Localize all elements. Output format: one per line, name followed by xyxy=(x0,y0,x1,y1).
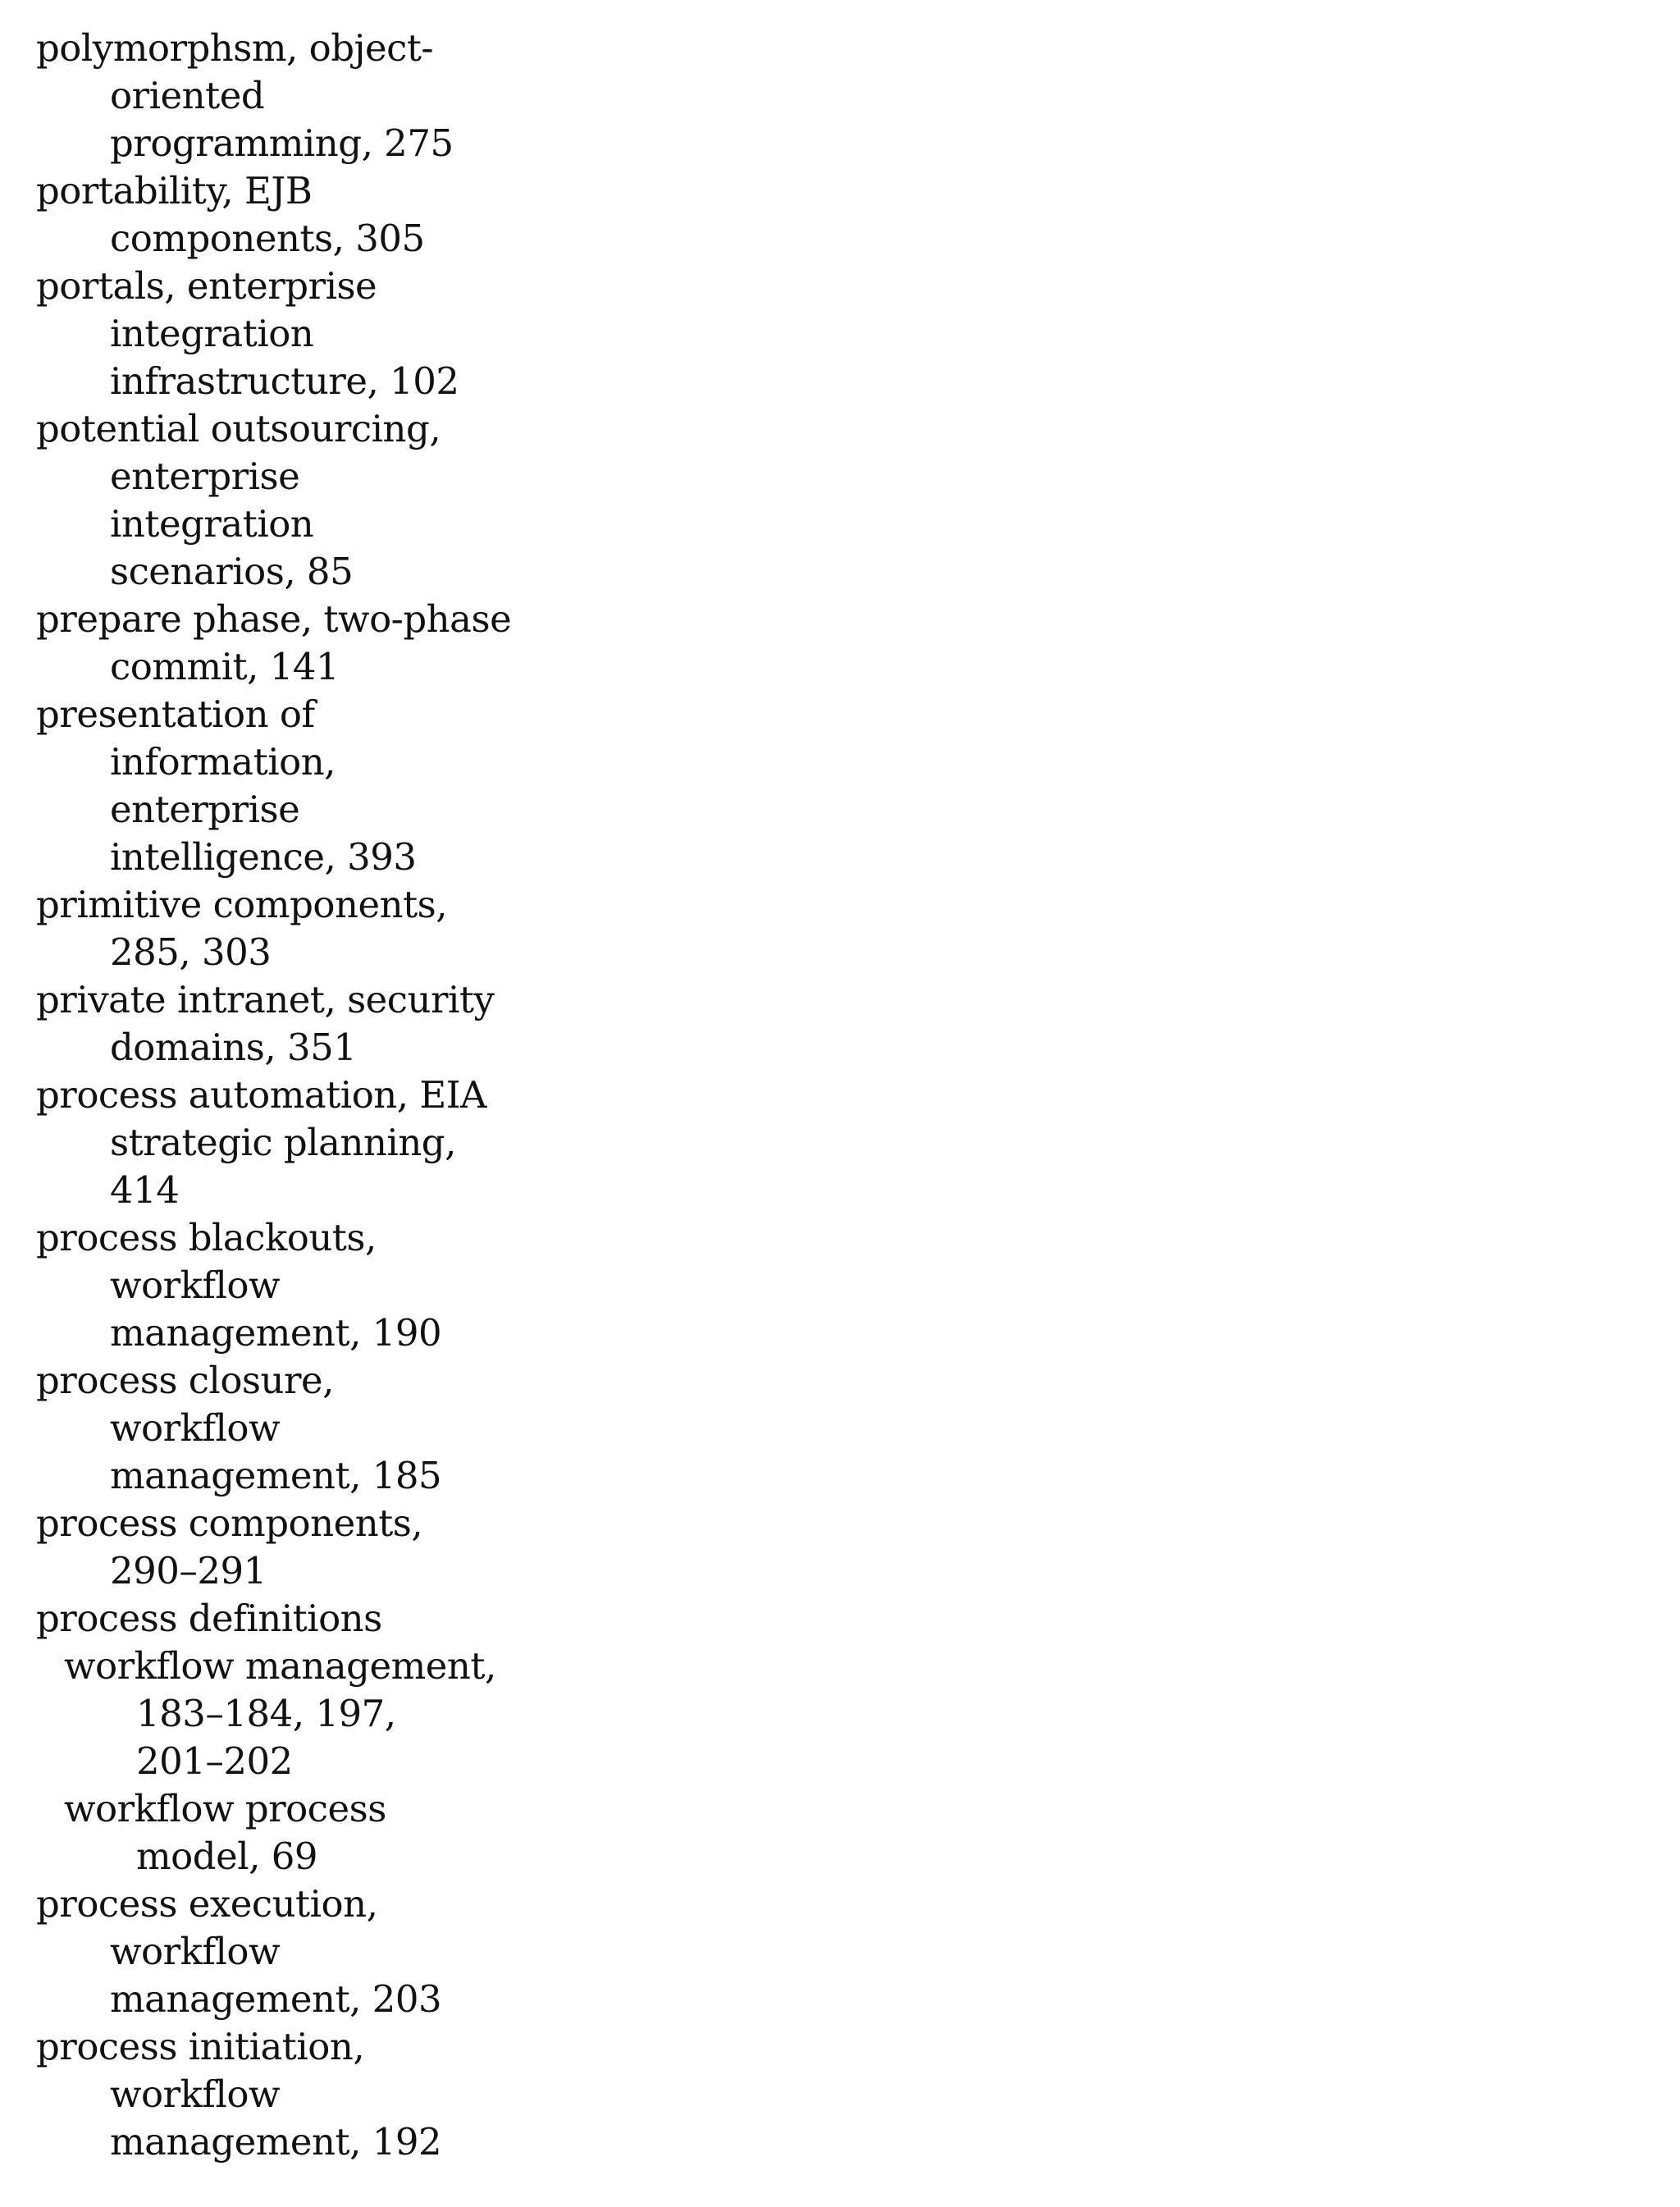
index-entry-continuation: 290–291 xyxy=(110,1549,267,1592)
index-entry: portals, enterprise xyxy=(36,264,377,308)
index-subentry: workflow process xyxy=(64,1787,386,1830)
index-entry: process definitions xyxy=(36,1597,382,1640)
index-entry-continuation: workflow xyxy=(110,1263,281,1307)
index-entry: process automation, EIA xyxy=(36,1073,487,1117)
index-entry-continuation: integration xyxy=(110,312,314,355)
index-entry: private intranet, security xyxy=(36,978,495,1021)
index-entry-continuation: enterprise xyxy=(110,788,300,831)
index-entry-continuation: 285, 303 xyxy=(110,930,272,974)
index-subentry-continuation: 201–202 xyxy=(136,1739,293,1783)
index-entry: polymorphsm, object- xyxy=(36,26,434,70)
index-entry-continuation: 414 xyxy=(110,1168,180,1212)
index-entry-continuation: oriented xyxy=(110,74,265,117)
index-entry-continuation: domains, 351 xyxy=(110,1026,357,1069)
index-entry-continuation: intelligence, 393 xyxy=(110,835,417,879)
index-entry-continuation: scenarios, 85 xyxy=(110,550,354,593)
index-entry-continuation: management, 203 xyxy=(110,1977,442,2021)
index-entry: prepare phase, two-phase xyxy=(36,597,512,641)
index-entry: presentation of xyxy=(36,692,315,736)
index-entry: portability, EJB xyxy=(36,169,313,212)
index-entry-continuation: components, 305 xyxy=(110,217,425,260)
index-entry: process blackouts, xyxy=(36,1216,377,1259)
index-entry-continuation: integration xyxy=(110,502,314,546)
index-subentry-continuation: 183–184, 197, xyxy=(136,1692,396,1735)
index-subentry-continuation: model, 69 xyxy=(136,1835,317,1878)
index-entry: process components, xyxy=(36,1501,423,1545)
index-entry-continuation: management, 192 xyxy=(110,2120,442,2164)
index-entry-continuation: commit, 141 xyxy=(110,645,340,688)
index-entry: primitive components, xyxy=(36,883,448,926)
index-entry-continuation: management, 185 xyxy=(110,1454,442,1497)
index-entry-continuation: workflow xyxy=(110,1406,281,1450)
index-entry: potential outsourcing, xyxy=(36,407,441,450)
index-entry: process initiation, xyxy=(36,2025,365,2068)
index-entry: process execution, xyxy=(36,1882,378,1926)
index-entry-continuation: information, xyxy=(110,740,336,784)
index-entry: process closure, xyxy=(36,1359,334,1402)
index-entry-continuation: workflow xyxy=(110,2072,281,2116)
index-subentry: workflow management, xyxy=(64,1644,496,1688)
index-entry-continuation: management, 190 xyxy=(110,1311,442,1355)
index-entry-continuation: workflow xyxy=(110,1930,281,1973)
index-entry-continuation: enterprise xyxy=(110,455,300,498)
index-entry-continuation: infrastructure, 102 xyxy=(110,359,459,403)
index-entry-continuation: strategic planning, xyxy=(110,1121,456,1164)
index-entry-continuation: programming, 275 xyxy=(110,121,454,165)
